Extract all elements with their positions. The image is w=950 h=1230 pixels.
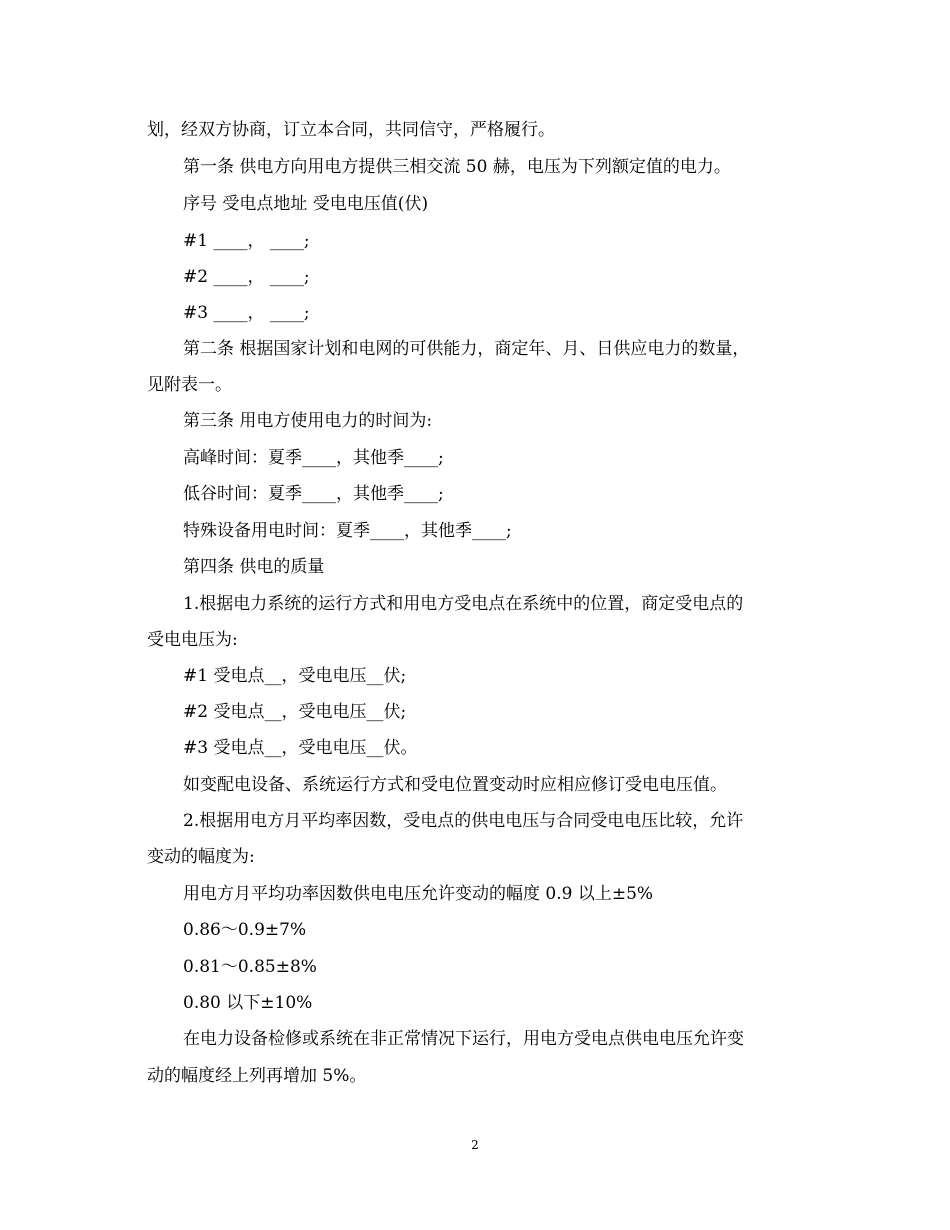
- text-line: 第一条 供电方向用电方提供三相交流 50 赫，电压为下列额定值的电力。: [183, 157, 731, 177]
- text-line: 变动的幅度为:: [147, 847, 255, 867]
- text-line: 如变配电设备、系统运行方式和受电位置变动时应相应修订受电电压值。: [183, 775, 727, 795]
- text-line: 第三条 用电方使用电力的时间为:: [183, 411, 433, 431]
- text-line: 第四条 供电的质量: [183, 557, 325, 577]
- text-line: 第二条 根据国家计划和电网的可供能力，商定年、月、日供应电力的数量，: [183, 339, 750, 359]
- text-line: #3 ____， ____;: [183, 303, 310, 323]
- page-number: 2: [471, 1138, 479, 1152]
- text-line: 见附表一。: [147, 375, 232, 395]
- text-line: #2 受电点__，受电电压__伏;: [183, 702, 407, 722]
- text-line: 在电力设备检修或系统在非正常情况下运行，用电方受电点供电电压允许变: [183, 1029, 744, 1049]
- text-line: #1 ____， ____;: [183, 231, 310, 251]
- text-line: 0.86～0.9±7%: [183, 920, 307, 940]
- text-line: 序号 受电点地址 受电电压值(伏): [183, 194, 429, 214]
- text-line: 特殊设备用电时间：夏季____，其他季____;: [183, 521, 512, 541]
- text-line: 动的幅度经上列再增加 5%。: [147, 1066, 367, 1086]
- text-line: 0.81～0.85±8%: [183, 957, 317, 977]
- text-line: 划，经双方协商，订立本合同，共同信守，严格履行。: [147, 120, 555, 140]
- text-line: #1 受电点__，受电电压__伏;: [183, 666, 407, 686]
- text-line: 1.根据电力系统的运行方式和用电方受电点在系统中的位置，商定受电点的: [183, 594, 744, 614]
- text-line: #2 ____， ____;: [183, 267, 310, 287]
- text-line: 用电方月平均功率因数供电电压允许变动的幅度 0.9 以上±5%: [183, 884, 654, 904]
- text-line: 0.80 以下±10%: [183, 993, 313, 1013]
- text-line: 2.根据用电方月平均率因数，受电点的供电电压与合同受电电压比较，允许: [183, 811, 744, 831]
- text-line: 受电电压为:: [147, 630, 238, 650]
- text-line: 高峰时间：夏季____，其他季____;: [183, 448, 444, 468]
- text-line: #3 受电点__，受电电压__伏。: [183, 738, 418, 758]
- text-line: 低谷时间：夏季____，其他季____;: [183, 484, 444, 504]
